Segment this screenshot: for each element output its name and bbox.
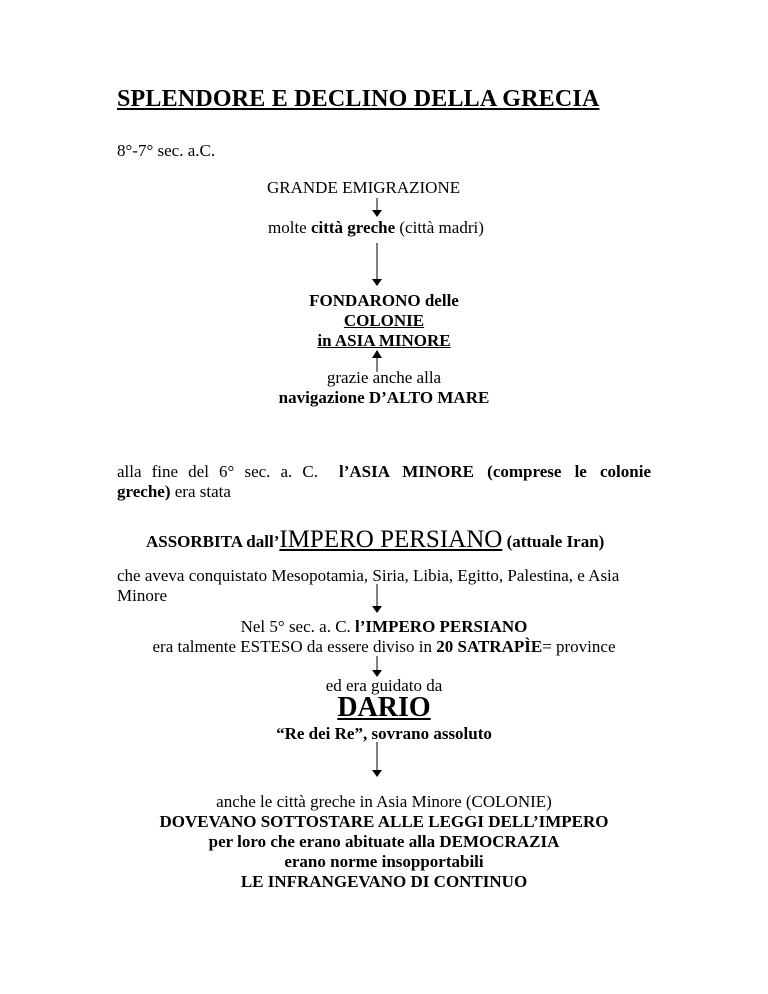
navigation-block: grazie anche alla navigazione D’ALTO MARE bbox=[278, 368, 490, 407]
dario-name: DARIO bbox=[337, 692, 431, 723]
cities-line: molte città greche (città madri) bbox=[268, 218, 484, 237]
end6-left: alla fine del 6° sec. a. C. greche) era stata bbox=[117, 462, 318, 501]
conquest-block: che aveva conquistato Mesopotamia, Siria, Libia, Egitto, Palestina, e Asia Minore bbox=[117, 566, 620, 605]
end6-right: l’ASIA MINORE (comprese le colonie bbox=[339, 462, 651, 481]
page-title: SPLENDORE E DECLINO DELLA GRECIA bbox=[117, 86, 600, 112]
founded-block: FONDARONO delle COLONIE in ASIA MINORE bbox=[309, 291, 459, 350]
arrow-down-icon bbox=[370, 198, 384, 218]
arrow-down-icon bbox=[370, 742, 384, 778]
arrow-down-icon bbox=[370, 584, 384, 614]
fifth-century-block: Nel 5° sec. a. C. l’IMPERO PERSIANO era talmente ESTESO da essere diviso in 20 SATRAPÌE= province bbox=[152, 617, 616, 656]
guided-label: ed era guidato da bbox=[325, 676, 443, 695]
period-label: 8°-7° sec. a.C. bbox=[117, 141, 216, 160]
emigration-label: GRANDE EMIGRAZIONE bbox=[267, 178, 461, 197]
king-title: “Re dei Re”, sovrano assoluto bbox=[276, 724, 492, 743]
final-block: anche le città greche in Asia Minore (COLONIE) DOVEVANO SOTTOSTARE ALLE LEGGI DELL’IMPERO per loro che erano abituate alla DEMOCRAZIA erano norme insopportabili LE INFRANGEVANO DI CONTINUO bbox=[159, 792, 609, 891]
arrow-down-icon bbox=[370, 656, 384, 678]
arrow-down-icon bbox=[370, 243, 384, 287]
absorbed-line: ASSORBITA dall’IMPERO PERSIANO (attuale Iran) bbox=[146, 526, 605, 553]
